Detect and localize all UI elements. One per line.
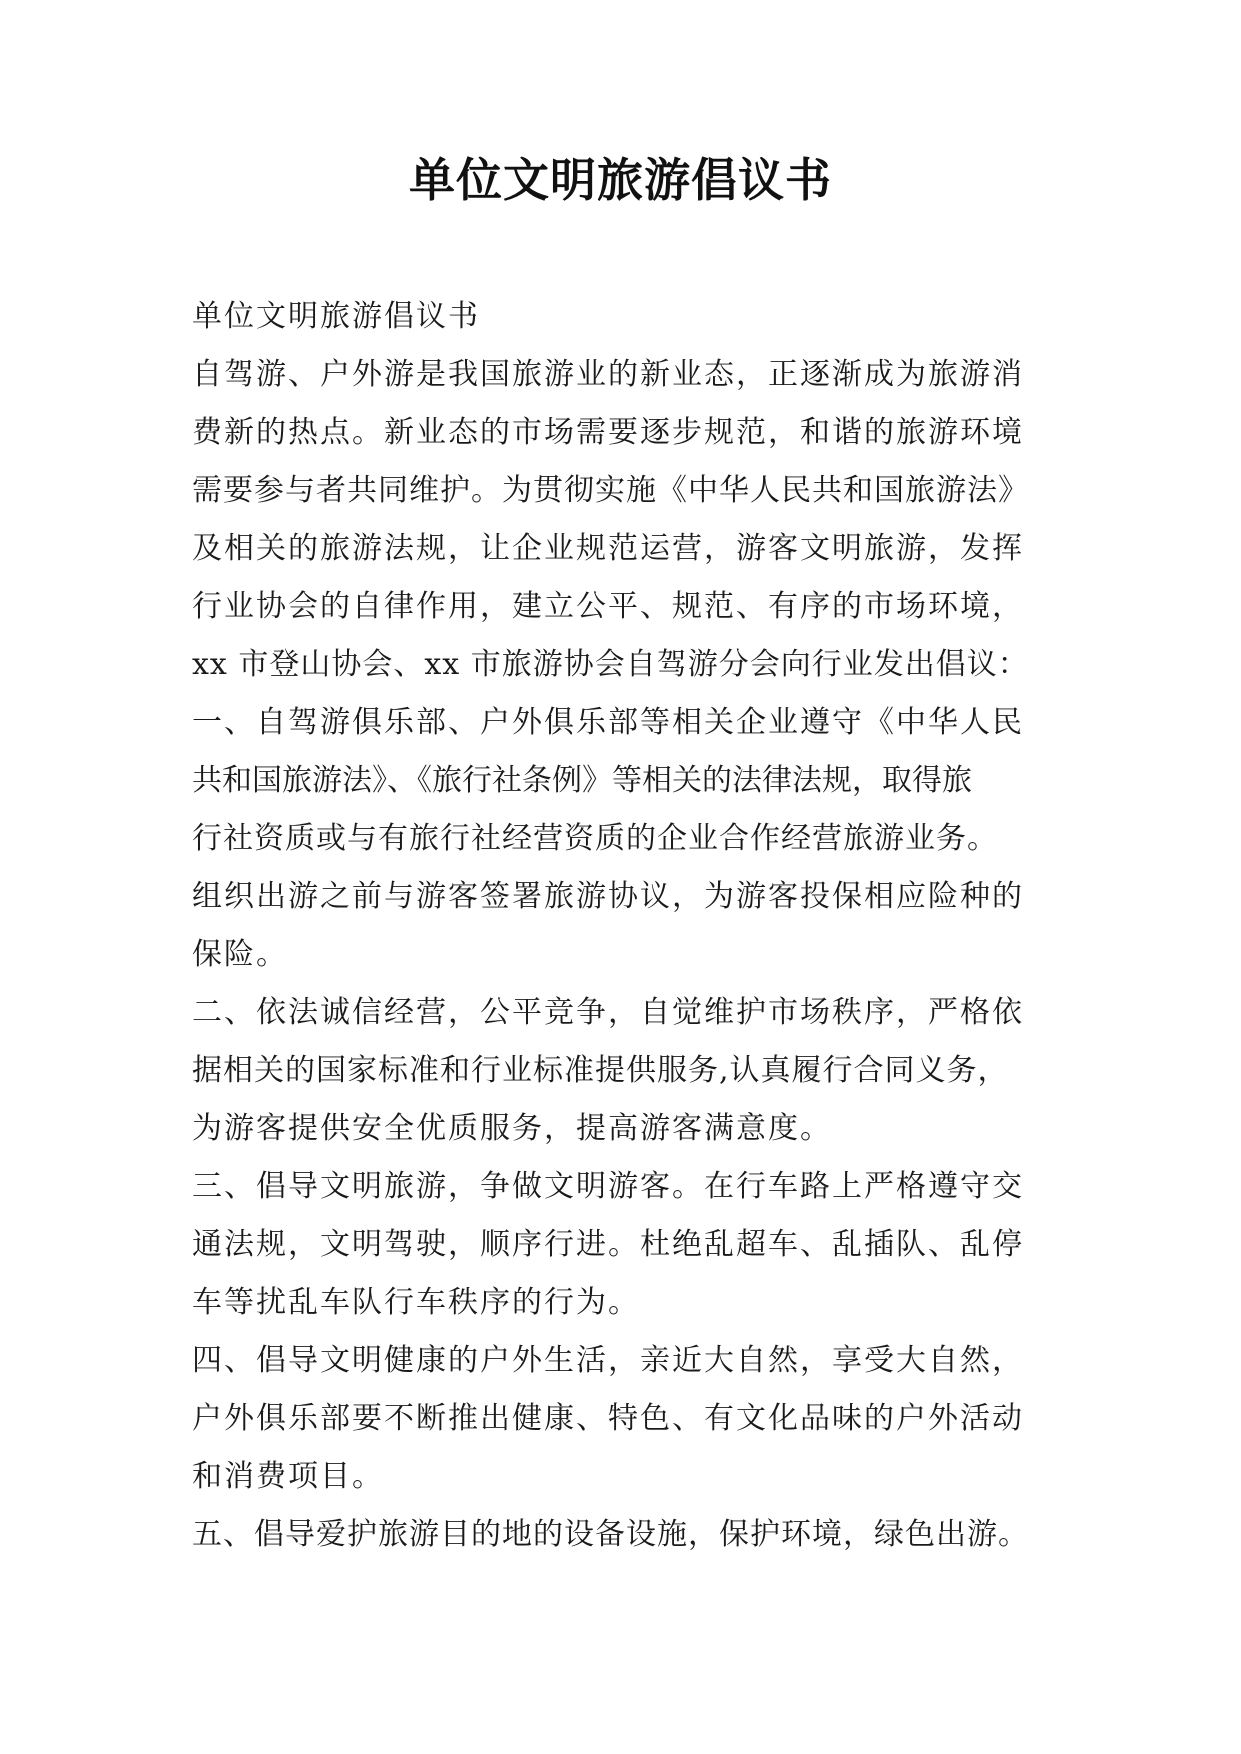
body-line: xx 市登山协会、xx 市旅游协会自驾游分会向行业发出倡议： [192, 647, 1029, 682]
body-line: 为游客提供安全优质服务，提高游客满意度。 [192, 1111, 832, 1146]
body-line: 五、倡导爱护旅游目的地的设备设施，保护环境，绿色出游。 [192, 1517, 1029, 1552]
body-line: 自驾游、户外游是我国旅游业的新业态，正逐渐成为旅游消 [192, 357, 1024, 392]
body-line: 保险。 [192, 937, 288, 972]
body-line: 一、自驾游俱乐部、户外俱乐部等相关企业遵守《中华人民 [192, 705, 1024, 740]
body-line: 四、倡导文明健康的户外生活，亲近大自然，享受大自然， [192, 1343, 1024, 1378]
document-body [192, 288, 1062, 1564]
body-line: 组织出游之前与游客签署旅游协议，为游客投保相应险种的 [192, 879, 1024, 914]
body-line: 单位文明旅游倡议书 [192, 299, 480, 334]
body-line: 车等扰乱车队行车秩序的行为。 [192, 1285, 640, 1320]
body-line: 二、依法诚信经营，公平竞争，自觉维护市场秩序，严格依 [192, 995, 1024, 1030]
body-line: 行社资质或与有旅行社经营资质的企业合作经营旅游业务。 [192, 821, 998, 856]
body-line: 及相关的旅游法规，让企业规范运营，游客文明旅游，发挥 [192, 531, 1024, 566]
body-line: 费新的热点。新业态的市场需要逐步规范，和谐的旅游环境 [192, 415, 1024, 450]
body-line: 通法规，文明驾驶，顺序行进。杜绝乱超车、乱插队、乱停 [192, 1227, 1024, 1262]
body-line: 三、倡导文明旅游，争做文明游客。在行车路上严格遵守交 [192, 1169, 1024, 1204]
body-line: 共和国旅游法》、《旅行社条例》等相关的法律法规，取得旅 [192, 763, 972, 798]
body-line: 据相关的国家标准和行业标准提供服务,认真履行合同义务， [192, 1053, 1009, 1088]
body-line: 行业协会的自律作用，建立公平、规范、有序的市场环境， [192, 589, 1024, 624]
body-line: 和消费项目。 [192, 1459, 384, 1494]
body-line: 需要参与者共同维护。为贯彻实施《中华人民共和国旅游法》 [192, 473, 1029, 508]
document-title: 单位文明旅游倡议书 [409, 153, 832, 207]
body-line: 户外俱乐部要不断推出健康、特色、有文化品味的户外活动 [192, 1401, 1024, 1436]
